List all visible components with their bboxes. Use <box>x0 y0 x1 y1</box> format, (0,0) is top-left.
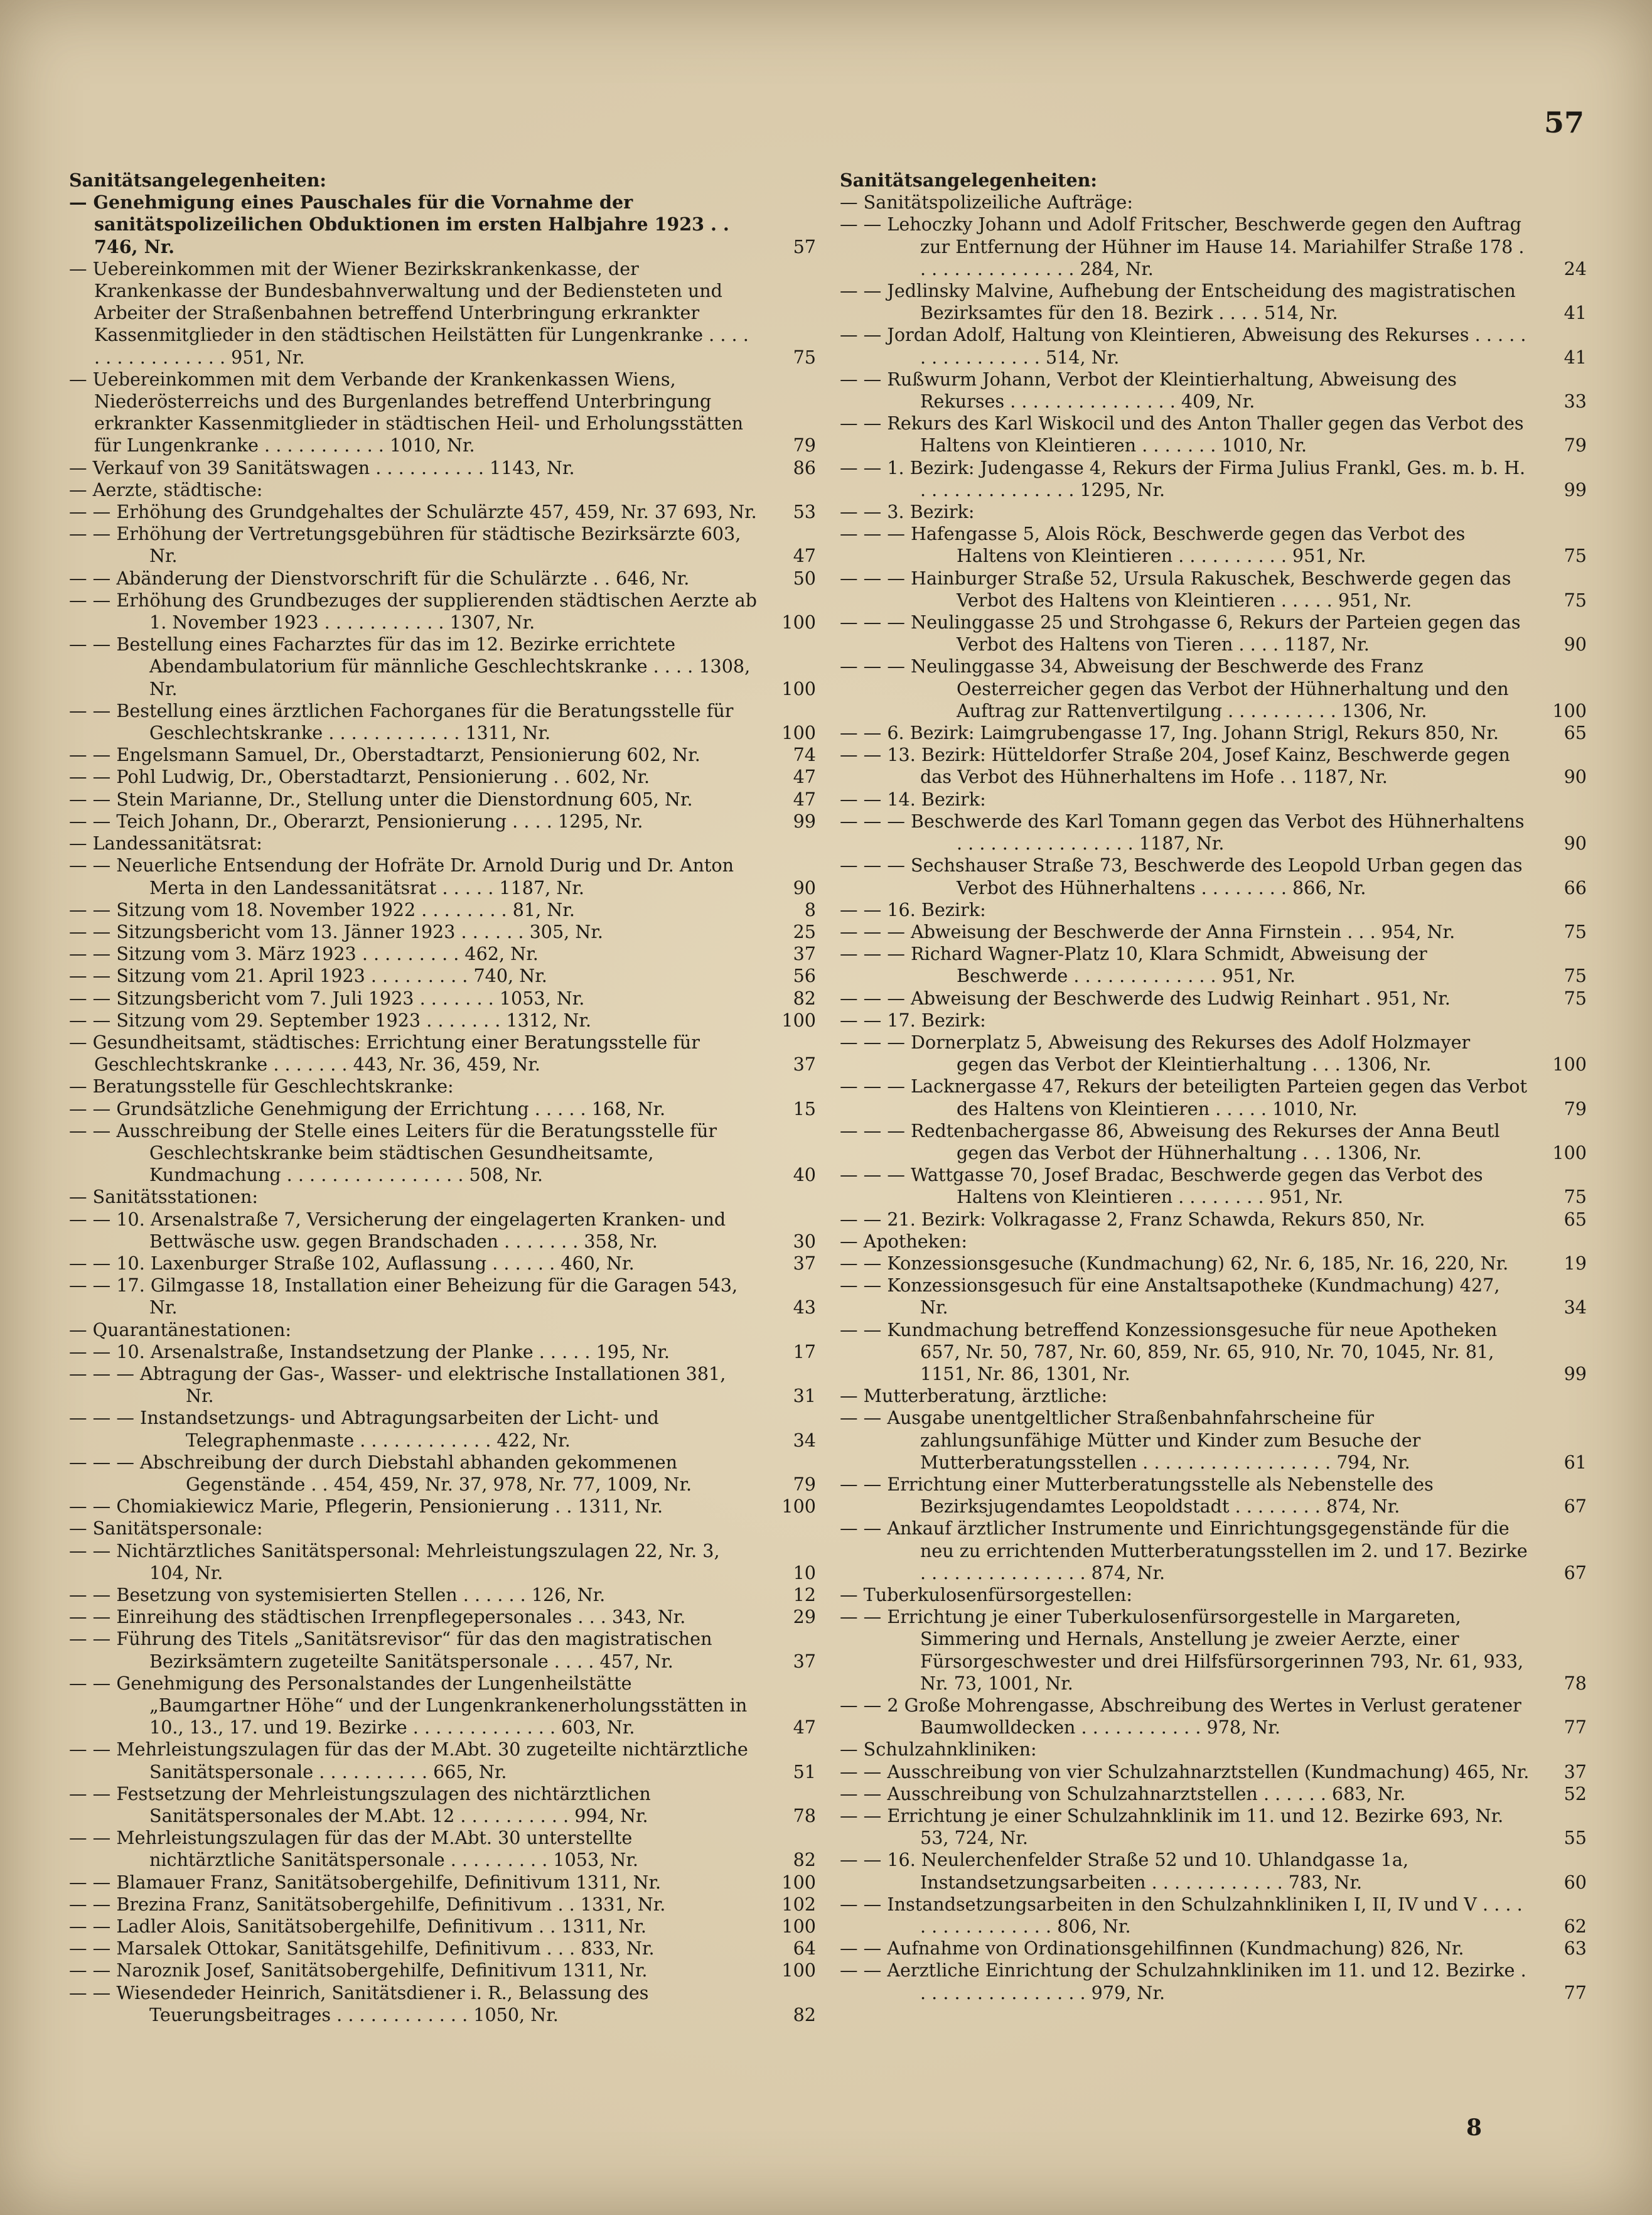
index-entry <box>69 965 816 987</box>
index-entry <box>69 1253 816 1275</box>
entry-text: — — Aerztliche Einrichtung der Schulzahnkliniken im 11. und 12. Bezirke . . . . . . . . . . . . . . . . 979, Nr. <box>840 1959 1532 2003</box>
entry-page-ref: 82 <box>793 1849 816 1871</box>
entry-text: — — — Richard Wagner-Platz 10, Klara Schmidt, Abweisung der Beschwerde . . . . . . . . . . . . . 951, Nr. <box>840 943 1433 987</box>
index-entry <box>840 1209 1587 1231</box>
entry-page-ref: 100 <box>781 722 816 744</box>
entry-page-ref: 61 <box>1564 1451 1587 1473</box>
index-entry <box>840 1120 1587 1164</box>
entry-page-ref: 75 <box>1564 987 1587 1009</box>
entry-page-ref: 10 <box>793 1561 816 1583</box>
entry-text: — — 17. Bezirk: <box>840 1009 986 1031</box>
index-entry <box>69 523 816 567</box>
entry-text: — — Kundmachung betreffend Konzessionsgesuche für neue Apotheken 657, Nr. 50, 787, Nr. 60, 859, Nr. 65, 910, Nr. 70, 1045, Nr. 81, 1151, Nr. 86, 1301, Nr. <box>840 1318 1503 1384</box>
entry-text: — — Ladler Alois, Sanitätsobergehilfe, Definitivum . . 1311, Nr. <box>69 1916 646 1937</box>
entry-page-ref: 37 <box>793 1054 816 1075</box>
entry-text: — — Sitzung vom 21. April 1923 . . . . . . . . . 740, Nr. <box>69 965 547 987</box>
entry-page-ref: 100 <box>781 1496 816 1517</box>
entry-text: — — Nichtärztliches Sanitätspersonal: Mehrleistungszulagen 22, Nr. 3, 104, Nr. <box>69 1539 726 1583</box>
entry-page-ref: 100 <box>781 1959 816 1981</box>
signature-mark: 8 <box>1466 2115 1483 2141</box>
entry-page-ref: 34 <box>793 1429 816 1451</box>
index-column-right <box>840 170 1587 2004</box>
index-entry <box>69 811 816 833</box>
index-entry <box>840 1474 1587 1517</box>
entry-page-ref: 86 <box>793 456 816 478</box>
index-entry <box>840 854 1587 898</box>
entry-text: — — — Dornerplatz 5, Abweisung des Rekurses des Adolf Holzmayer gegen das Verbot der Kleintierhaltung . . . 1306, Nr. <box>840 1031 1476 1075</box>
index-column-left <box>69 170 816 2026</box>
entry-page-ref: 100 <box>781 1871 816 1893</box>
entry-page-ref: 41 <box>1564 302 1587 324</box>
entry-text: — Schulzahnkliniken: <box>840 1738 1037 1760</box>
entry-page-ref: 67 <box>1564 1496 1587 1517</box>
index-entry <box>840 457 1587 501</box>
entry-text: — — — Sechshauser Straße 73, Beschwerde des Leopold Urban gegen das Verbot des Hühnerhaltens . . . . . . . . 866, Nr. <box>840 854 1528 898</box>
index-entry <box>69 744 816 766</box>
entry-page-ref: 100 <box>1552 1054 1587 1075</box>
entry-text: — — Ankauf ärztlicher Instrumente und Einrichtungsgegenstände für die neu zu errichtenden Mutterberatungsstellen im 2. und 17. Bezirke . . . . . . . . . . . . . . . 874, Nr. <box>840 1517 1533 1583</box>
entry-page-ref: 64 <box>793 1937 816 1959</box>
entry-text: — — Sitzung vom 18. November 1922 . . . . . . . . 81, Nr. <box>69 898 575 920</box>
index-entry <box>840 1761 1587 1783</box>
entry-text: — — Festsetzung der Mehrleistungszulagen des nichtärztlichen Sanitätspersonales der M.Abt. 12 . . . . . . . . . . 994, Nr. <box>69 1782 657 1827</box>
index-entry <box>840 1584 1587 1606</box>
index-entry <box>69 1120 816 1187</box>
entry-text: — — 2 Große Mohrengasse, Abschreibung des Wertes in Verlust geratener Baumwolldecken . . . . . . . . . . . 978, Nr. <box>840 1695 1527 1738</box>
index-entry <box>840 1738 1587 1760</box>
entry-text: — — — Neulinggasse 25 und Strohgasse 6, Rekurs der Parteien gegen das Verbot des Haltens von Tieren . . . . 1187, Nr. <box>840 612 1526 655</box>
entry-text: — — Mehrleistungszulagen für das der M.Abt. 30 zugeteilte nichtärztliche Sanitätspersonale . . . . . . . . . . 665, Nr. <box>69 1738 754 1782</box>
index-entry <box>840 1407 1587 1474</box>
entry-text: — — — Redtenbachergasse 86, Abweisung des Rekurses der Anna Beutl gegen das Verbot der Hühnerhaltung . . . 1306, Nr. <box>840 1119 1506 1163</box>
entry-text: — — Sitzung vom 29. September 1923 . . . . . . . 1312, Nr. <box>69 1009 592 1031</box>
entry-text: — Sanitätspersonale: <box>69 1517 263 1539</box>
entry-page-ref: 15 <box>793 1097 816 1119</box>
entry-page-ref: 63 <box>1564 1937 1587 1959</box>
entry-page-ref: 37 <box>793 943 816 965</box>
entry-text: — — — Abtragung der Gas-, Wasser- und elektrische Installationen 381, Nr. <box>69 1362 732 1407</box>
entry-text: — Gesundheitsamt, städtisches: Errichtung einer Beratungsstelle für Geschlechtskranke . . . . . . . 443, Nr. 36, 459, Nr. <box>69 1031 706 1075</box>
index-entry <box>69 1098 816 1120</box>
entry-text: — — Sitzungsbericht vom 13. Jänner 1923 . . . . . . 305, Nr. <box>69 920 603 942</box>
entry-page-ref: 41 <box>1564 346 1587 368</box>
entry-text: — Landessanitätsrat: <box>69 833 262 854</box>
entry-page-ref: 82 <box>793 2003 816 2025</box>
entry-page-ref: 50 <box>793 567 816 589</box>
entry-text: — — 21. Bezirk: Volkragasse 2, Franz Schawda, Rekurs 850, Nr. <box>840 1208 1425 1230</box>
entry-text: — — — Abweisung der Beschwerde der Anna Firnstein . . . 954, Nr. <box>840 920 1456 942</box>
index-entry <box>840 1937 1587 1959</box>
entry-text: — — Sitzung vom 3. März 1923 . . . . . . . . . 462, Nr. <box>69 943 539 965</box>
index-entry <box>69 1606 816 1628</box>
entry-page-ref: 29 <box>793 1606 816 1628</box>
index-entry <box>69 1584 816 1606</box>
entry-page-ref: 74 <box>793 744 816 766</box>
entry-page-ref: 75 <box>1564 545 1587 567</box>
index-entry <box>840 1849 1587 1893</box>
entry-text: — — 16. Neulerchenfelder Straße 52 und 10. Uhlandgasse 1a, Instandsetzungsarbeiten . . . . . . . . . . . . 783, Nr. <box>840 1849 1415 1893</box>
entry-page-ref: 99 <box>1564 1362 1587 1384</box>
entry-text: — — — Beschwerde des Karl Tomann gegen das Verbot des Hühnerhaltens . . . . . . . . . . . . . . . . 1187, Nr. <box>840 810 1530 854</box>
entry-text: — Uebereinkommen mit dem Verbande der Krankenkassen Wiens, Niederösterreichs und des Burgenlandes betreffend Unterbringung erkrankter Kassenmitglieder in städtischen Heil- und Erholungsstätten für Lungenkranke . . . . . . . . . . . 1010, Nr. <box>69 368 749 456</box>
entry-page-ref: 60 <box>1564 1871 1587 1893</box>
entry-text: — — — Abschreibung der durch Diebstahl abhanden gekommenen Gegenstände . . 454, 459, Nr. 37, 978, Nr. 77, 1009, Nr. <box>69 1451 692 1495</box>
entry-text: — — — Lacknergasse 47, Rekurs der beteiligten Parteien gegen das Verbot des Haltens von Kleintieren . . . . . 1010, Nr. <box>840 1075 1533 1119</box>
index-entry <box>69 1517 816 1539</box>
entry-text: — — Teich Johann, Dr., Oberarzt, Pensionierung . . . . 1295, Nr. <box>69 810 643 832</box>
entry-text: — — Ausschreibung von vier Schulzahnarztstellen (Kundmachung) 465, Nr. <box>840 1760 1530 1782</box>
index-entry <box>69 590 816 633</box>
index-entry <box>69 854 816 898</box>
entry-page-ref: 67 <box>1564 1561 1587 1583</box>
entry-text: — — — Instandsetzungs- und Abtragungsarbeiten der Licht- und Telegraphenmaste . . . . . . . . . . . . 422, Nr. <box>69 1407 665 1451</box>
index-entry <box>69 1982 816 2026</box>
entry-text: — — Bestellung eines Facharztes für das im 12. Bezirke errichtete Abendambulatorium für männliche Geschlechtskranke . . . . 1308, Nr. <box>69 633 756 699</box>
entry-text: — — Rußwurm Johann, Verbot der Kleintierhaltung, Abweisung des Rekurses . . . . . . . . . . . . . . . 409, Nr. <box>840 368 1463 412</box>
entry-page-ref: 100 <box>1552 1141 1587 1163</box>
index-entry <box>840 280 1587 324</box>
entry-text: Sanitätsangelegenheiten: <box>840 170 1097 191</box>
entry-page-ref: 90 <box>1564 833 1587 854</box>
entry-page-ref: 62 <box>1564 1916 1587 1937</box>
entry-text: — — Wiesendeder Heinrich, Sanitätsdiener i. R., Belassung des Teuerungsbeitrages . . . . . . . . . . . . 1050, Nr. <box>69 1981 655 2025</box>
entry-text: — — Ausgabe unentgeltlicher Straßenbahnfahrscheine für zahlungsunfähige Mütter und Kinder zum Besuche der Mutterberatungsstellen . . . . . . . . . . . . . . . . . 794, Nr. <box>840 1407 1427 1473</box>
index-entry <box>69 191 816 258</box>
entry-text: — — Besetzung von systemisierten Stellen . . . . . . 126, Nr. <box>69 1584 606 1605</box>
entry-page-ref: 99 <box>793 810 816 832</box>
entry-text: — Verkauf von 39 Sanitätswagen . . . . . . . . . . 1143, Nr. <box>69 456 575 478</box>
index-entry <box>840 789 1587 811</box>
index-entry <box>840 412 1587 456</box>
index-entry <box>840 744 1587 788</box>
entry-page-ref: 78 <box>1564 1672 1587 1694</box>
entry-text: — — Sitzungsbericht vom 7. Juli 1923 . . . . . . . 1053, Nr. <box>69 987 585 1009</box>
index-entry <box>69 833 816 854</box>
index-entry <box>69 479 816 501</box>
entry-text: — — Ausschreibung der Stelle eines Leiters für die Beratungsstelle für Geschlechtskranke beim städtischen Gesundheitsamte, Kundmachung . . . . . . . . . . . . . . . . 508, Nr. <box>69 1119 723 1186</box>
index-entry <box>840 523 1587 567</box>
entry-page-ref: 79 <box>1564 434 1587 456</box>
entry-page-ref: 47 <box>793 788 816 810</box>
entry-page-ref: 99 <box>1564 478 1587 500</box>
entry-page-ref: 75 <box>1564 1186 1587 1208</box>
entry-page-ref: 100 <box>781 612 816 633</box>
entry-text: — — Genehmigung des Personalstandes der Lungenheilstätte „Baumgartner Höhe“ und der Lungenkrankenerholungsstätten in 10., 13., 17. und 19. Bezirke . . . . . . . . . . . . . 603, Nr. <box>69 1672 753 1738</box>
index-entry <box>840 811 1587 854</box>
index-entry <box>69 568 816 590</box>
entry-text: — — Marsalek Ottokar, Sanitätsgehilfe, Definitivum . . . 833, Nr. <box>69 1937 655 1959</box>
index-entry <box>840 1894 1587 1937</box>
entry-text: — — Engelsmann Samuel, Dr., Oberstadtarzt, Pensionierung 602, Nr. <box>69 744 700 766</box>
index-entry <box>840 1275 1587 1318</box>
entry-text: — — Pohl Ludwig, Dr., Oberstadtarzt, Pensionierung . . 602, Nr. <box>69 766 650 788</box>
entry-page-ref: 37 <box>1564 1760 1587 1782</box>
index-entry <box>840 1319 1587 1386</box>
entry-page-ref: 100 <box>1552 699 1587 721</box>
entry-page-ref: 17 <box>793 1340 816 1362</box>
index-entry <box>840 1231 1587 1253</box>
entry-page-ref: 75 <box>793 346 816 368</box>
entry-page-ref: 52 <box>1564 1782 1587 1804</box>
entry-page-ref: 90 <box>1564 633 1587 655</box>
entry-page-ref: 33 <box>1564 391 1587 412</box>
entry-text: — Uebereinkommen mit der Wiener Bezirkskrankenkasse, der Krankenkasse der Bundesbahnverwaltung und der Bediensteten und Arbeiter der Straßenbahnen betreffend Unterbringung erkrankter Kassenmitglieder in den städtischen Heilstätten für Lungenkranke . . . . . . . . . . . . . . . . 951, Nr. <box>69 257 754 368</box>
entry-page-ref: 75 <box>1564 965 1587 987</box>
entry-page-ref: 57 <box>793 235 816 257</box>
entry-page-ref: 12 <box>793 1584 816 1605</box>
entry-text: — Aerzte, städtische: <box>69 478 263 500</box>
index-entry <box>69 1540 816 1584</box>
index-entry <box>69 457 816 479</box>
entry-page-ref: 37 <box>793 1650 816 1672</box>
entry-text: — — 10. Arsenalstraße 7, Versicherung der eingelagerten Kranken- und Bettwäsche usw. gegen Brandschaden . . . . . . . 358, Nr. <box>69 1208 732 1252</box>
index-entry <box>69 766 816 788</box>
entry-text: — — Bestellung eines ärztlichen Fachorganes für die Beratungsstelle für Geschlechtskranke . . . . . . . . . . . . 1311, Nr. <box>69 699 739 744</box>
index-entry <box>69 1363 816 1407</box>
index-entry <box>840 921 1587 943</box>
entry-page-ref: 40 <box>793 1164 816 1186</box>
index-entry <box>840 1783 1587 1805</box>
index-entry <box>69 899 816 921</box>
index-entry <box>69 1937 816 1959</box>
entry-text: — — Erhöhung des Grundgehaltes der Schulärzte 457, 459, Nr. 37 693, Nr. <box>69 501 757 523</box>
index-entry <box>69 1894 816 1916</box>
entry-text: — — Blamauer Franz, Sanitätsobergehilfe, Definitivum 1311, Nr. <box>69 1871 662 1893</box>
index-entry <box>69 1209 816 1253</box>
index-entry <box>69 1186 816 1208</box>
index-entry <box>840 899 1587 921</box>
entry-text: — — Errichtung einer Mutterberatungsstelle als Nebenstelle des Bezirksjugendamtes Leopoldstadt . . . . . . . . 874, Nr. <box>840 1473 1439 1517</box>
index-entry <box>840 988 1587 1010</box>
entry-page-ref: 100 <box>781 1916 816 1937</box>
index-entry <box>69 258 816 369</box>
section-heading <box>840 170 1587 191</box>
entry-text: — — Errichtung je einer Tuberkulosenfürsorgestelle in Margareten, Simmering und Hernals, Anstellung je zweier Aerzte, einer Fürsorgeschwester und drei Hilfsfürsorgerinnen 793, Nr. 61, 933, Nr. 73, 1001, Nr. <box>840 1606 1530 1694</box>
entry-page-ref: 43 <box>793 1296 816 1318</box>
index-entry <box>840 324 1587 368</box>
entry-text: — — Rekurs des Karl Wiskocil und des Anton Thaller gegen das Verbot des Haltens von Kleintieren . . . . . . . 1010, Nr. <box>840 412 1530 456</box>
entry-page-ref: 100 <box>781 1009 816 1031</box>
index-entry <box>69 1010 816 1032</box>
index-entry <box>840 1695 1587 1738</box>
entry-page-ref: 78 <box>793 1805 816 1827</box>
index-entry <box>69 1075 816 1097</box>
entry-page-ref: 30 <box>793 1230 816 1252</box>
entry-page-ref: 47 <box>793 545 816 567</box>
entry-page-ref: 47 <box>793 1716 816 1738</box>
index-entry <box>69 1827 816 1871</box>
index-entry <box>69 1496 816 1517</box>
entry-text: — — — Wattgasse 70, Josef Bradac, Beschwerde gegen das Verbot des Haltens von Kleintieren . . . . . . . . 951, Nr. <box>840 1164 1489 1208</box>
entry-page-ref: 31 <box>793 1385 816 1407</box>
index-entry <box>840 1010 1587 1032</box>
entry-page-ref: 37 <box>793 1252 816 1274</box>
index-entry <box>840 1253 1587 1275</box>
entry-page-ref: 82 <box>793 987 816 1009</box>
index-entry <box>69 700 816 744</box>
entry-page-ref: 34 <box>1564 1296 1587 1318</box>
entry-text: — — 6. Bezirk: Laimgrubengasse 17, Ing. Johann Strigl, Rekurs 850, Nr. <box>840 722 1499 744</box>
index-entry <box>69 1872 816 1894</box>
entry-text: — — Einreihung des städtischen Irrenpflegepersonales . . . 343, Nr. <box>69 1606 686 1628</box>
index-entry <box>69 1407 816 1451</box>
entry-text: — — — Neulinggasse 34, Abweisung der Beschwerde des Franz Oesterreicher gegen das Verbot der Hühnerhaltung und den Auftrag zur Rattenvertilgung . . . . . . . . . . 1306, Nr. <box>840 655 1515 721</box>
entry-text: — — Errichtung je einer Schulzahnklinik im 11. und 12. Bezirke 693, Nr. 53, 724, Nr. <box>840 1805 1510 1849</box>
index-entry <box>69 369 816 457</box>
entry-text: — — — Abweisung der Beschwerde des Ludwig Reinhart . 951, Nr. <box>840 987 1451 1009</box>
entry-text: — — Erhöhung des Grundbezuges der supplierenden städtischen Aerzte ab 1. November 1923 . . . . . . . . . . . 1307, Nr. <box>69 589 763 633</box>
entry-text: — Apotheken: <box>840 1230 967 1252</box>
index-entry <box>69 1959 816 1981</box>
entry-text: — — Brezina Franz, Sanitätsobergehilfe, Definitivum . . 1331, Nr. <box>69 1893 666 1915</box>
index-entry <box>840 1164 1587 1208</box>
entry-text: — Sanitätspolizeiliche Aufträge: <box>840 191 1133 213</box>
entry-page-ref: 79 <box>1564 1097 1587 1119</box>
entry-text: — — Lehoczky Johann und Adolf Fritscher, Beschwerde gegen den Auftrag zur Entfernung der Hühner im Hause 14. Mariahilfer Straße 178 . . . . . . . . . . . . . . . 284, Nr. <box>840 213 1530 279</box>
entry-text: — — Instandsetzungsarbeiten in den Schulzahnkliniken I, II, IV und V . . . . . . . . . . . . . . . . 806, Nr. <box>840 1893 1528 1937</box>
entry-text: Sanitätsangelegenheiten: <box>69 170 326 191</box>
entry-page-ref: 100 <box>781 677 816 699</box>
entry-page-ref: 90 <box>793 876 816 898</box>
entry-text: — — 10. Laxenburger Straße 102, Auflassung . . . . . . 460, Nr. <box>69 1252 635 1274</box>
entry-page-ref: 24 <box>1564 257 1587 279</box>
entry-text: — — Grundsätzliche Genehmigung der Errichtung . . . . . 168, Nr. <box>69 1097 666 1119</box>
index-entry <box>69 1916 816 1937</box>
index-entry <box>840 568 1587 612</box>
page-number: 57 <box>1543 105 1584 139</box>
index-entry <box>840 1075 1587 1119</box>
index-entry <box>840 655 1587 722</box>
index-entry <box>840 943 1587 987</box>
entry-text: — Sanitätsstationen: <box>69 1186 259 1208</box>
index-entry <box>69 921 816 943</box>
index-entry <box>69 1319 816 1341</box>
entry-text: — — 3. Bezirk: <box>840 501 975 523</box>
entry-text: — Genehmigung eines Pauschales für die Vornahme der sanitätspolizeilichen Obduktionen im ersten Halbjahre 1923 . . 746, Nr. <box>69 191 736 257</box>
entry-text: — — Aufnahme von Ordinationsgehilfinnen (Kundmachung) 826, Nr. <box>840 1937 1464 1959</box>
entry-page-ref: 77 <box>1564 1981 1587 2003</box>
index-entry <box>840 213 1587 280</box>
index-entry <box>69 1673 816 1739</box>
index-entry <box>840 1606 1587 1695</box>
index-entry <box>840 369 1587 412</box>
entry-text: — — Abänderung der Dienstvorschrift für die Schulärzte . . 646, Nr. <box>69 567 690 589</box>
entry-text: — — Führung des Titels „Sanitätsrevisor“ für das den magistratischen Bezirksämtern zugeteilte Sanitätspersonale . . . . 457, Nr. <box>69 1628 718 1672</box>
entry-text: — — Neuerliche Entsendung der Hofräte Dr. Arnold Durig und Dr. Anton Merta in den Landessanitätsrat . . . . . 1187, Nr. <box>69 854 740 898</box>
entry-page-ref: 79 <box>793 434 816 456</box>
entry-text: — Tuberkulosenfürsorgestellen: <box>840 1584 1132 1605</box>
entry-text: — — 17. Gilmgasse 18, Installation einer Beheizung für die Garagen 543, Nr. <box>69 1275 744 1318</box>
entry-text: — — 1. Bezirk: Judengasse 4, Rekurs der Firma Julius Frankl, Ges. m. b. H. . . . . . . . . . . . . . . 1295, Nr. <box>840 456 1531 500</box>
entry-page-ref: 75 <box>1564 920 1587 942</box>
index-entry <box>69 988 816 1010</box>
entry-text: — — Erhöhung der Vertretungsgebühren für städtische Bezirksärzte 603, Nr. <box>69 523 747 567</box>
section-heading <box>69 170 816 191</box>
entry-text: — — 16. Bezirk: <box>840 898 986 920</box>
entry-page-ref: 65 <box>1564 1208 1587 1230</box>
index-entry <box>840 1805 1587 1849</box>
entry-page-ref: 53 <box>793 501 816 523</box>
entry-text: — Beratungsstelle für Geschlechtskranke: <box>69 1075 454 1097</box>
entry-text: — — Mehrleistungszulagen für das der M.Abt. 30 unterstellte nichtärztliche Sanitätspersonale . . . . . . . . . 1053, Nr. <box>69 1827 638 1871</box>
entry-page-ref: 65 <box>1564 722 1587 744</box>
index-entry <box>69 1452 816 1496</box>
entry-text: — — Chomiakiewicz Marie, Pflegerin, Pensionierung . . 1311, Nr. <box>69 1496 663 1517</box>
index-entry <box>840 1959 1587 2003</box>
index-entry <box>840 1517 1587 1584</box>
entry-page-ref: 56 <box>793 965 816 987</box>
entry-text: — — 10. Arsenalstraße, Instandsetzung der Planke . . . . . 195, Nr. <box>69 1340 670 1362</box>
index-entry <box>840 612 1587 655</box>
entry-text: — — Stein Marianne, Dr., Stellung unter die Dienstordnung 605, Nr. <box>69 788 693 810</box>
entry-page-ref: 51 <box>793 1760 816 1782</box>
index-entry <box>840 1032 1587 1075</box>
index-entry <box>69 633 816 700</box>
entry-page-ref: 47 <box>793 766 816 788</box>
index-entry <box>840 722 1587 744</box>
entry-page-ref: 77 <box>1564 1716 1587 1738</box>
entry-text: — — Ausschreibung von Schulzahnarztstellen . . . . . . 683, Nr. <box>840 1782 1406 1804</box>
index-entry <box>69 501 816 523</box>
index-entry <box>69 1032 816 1075</box>
entry-text: — — 13. Bezirk: Hütteldorfer Straße 204, Josef Kainz, Beschwerde gegen das Verbot des Hühnerhaltens im Hofe . . 1187, Nr. <box>840 744 1516 788</box>
index-entry <box>69 1783 816 1827</box>
index-entry <box>840 1385 1587 1407</box>
entry-text: — — — Hainburger Straße 52, Ursula Rakuschek, Beschwerde gegen das Verbot des Haltens von Kleintieren . . . . . 951, Nr. <box>840 567 1517 611</box>
index-entry <box>69 789 816 811</box>
entry-page-ref: 79 <box>793 1473 816 1495</box>
index-entry <box>69 1628 816 1672</box>
entry-text: — — — Hafengasse 5, Alois Röck, Beschwerde gegen das Verbot des Haltens von Kleintieren . . . . . . . . . . 951, Nr. <box>840 523 1471 567</box>
index-entry <box>69 1738 816 1782</box>
entry-page-ref: 102 <box>781 1893 816 1915</box>
index-entry <box>69 1275 816 1318</box>
entry-page-ref: 90 <box>1564 766 1587 788</box>
entry-text: — Mutterberatung, ärztliche: <box>840 1385 1108 1407</box>
entry-text: — — 14. Bezirk: <box>840 788 986 810</box>
index-entry <box>69 1341 816 1363</box>
index-entry <box>840 501 1587 523</box>
entry-text: — — Naroznik Josef, Sanitätsobergehilfe, Definitivum 1311, Nr. <box>69 1959 648 1981</box>
entry-page-ref: 66 <box>1564 876 1587 898</box>
entry-text: — — Jedlinsky Malvine, Aufhebung der Entscheidung des magistratischen Bezirksamtes für den 18. Bezirk . . . . 514, Nr. <box>840 280 1521 324</box>
entry-text: — — Jordan Adolf, Haltung von Kleintieren, Abweisung des Rekurses . . . . . . . . . . . . . . . . 514, Nr. <box>840 324 1532 368</box>
index-entry <box>69 943 816 965</box>
entry-page-ref: 19 <box>1564 1252 1587 1274</box>
entry-page-ref: 55 <box>1564 1827 1587 1849</box>
entry-page-ref: 25 <box>793 920 816 942</box>
entry-text: — Quarantänestationen: <box>69 1318 292 1340</box>
index-entry <box>840 191 1587 213</box>
entry-text: — — Konzessionsgesuche (Kundmachung) 62, Nr. 6, 185, Nr. 16, 220, Nr. <box>840 1252 1509 1274</box>
entry-page-ref: 75 <box>1564 589 1587 611</box>
entry-page-ref: 8 <box>804 898 816 920</box>
entry-text: — — Konzessionsgesuch für eine Anstaltsapotheke (Kundmachung) 427, Nr. <box>840 1275 1506 1318</box>
